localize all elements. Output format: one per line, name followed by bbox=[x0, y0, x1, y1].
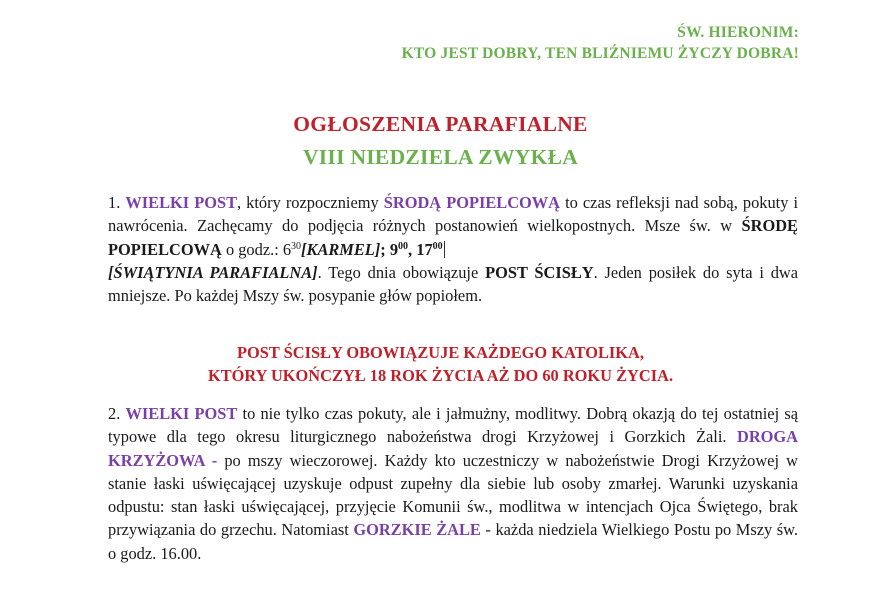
text-run: ; 9 bbox=[380, 239, 399, 259]
time-minutes: 00 bbox=[398, 240, 409, 252]
sroda-popielcowa-label: ŚRODĄ POPIELCOWĄ bbox=[383, 193, 561, 212]
karmel-location: [KARMEL] bbox=[301, 239, 381, 259]
text-run: po mszy wieczorowej. Każdy kto uczestniczy w nabożeństwie Drogi Krzyżowej w stanie łaski uświęcającej uzyskuje odpust zupełny dla siebie lub osoby zmarłej. Warunki uzyskania odpustu: stan łaski uświęcającej, przyjęcie Komunii św., modlitwa w intencjach Ojca Świętego, brak przywiązania do grzechu. Natomiast bbox=[108, 450, 798, 540]
quote-text: KTO JEST DOBRY, TEN BLIŹNIEMU ŻYCZY DOBRA! bbox=[401, 45, 799, 62]
text-run: . Jeden posiłek do syta i dwa mniejsze. Po każdej Mszy św. posypanie głów popiołem. bbox=[108, 262, 799, 306]
quote-block bbox=[402, 22, 799, 64]
time-minutes: 00 bbox=[432, 240, 443, 252]
droga-krzyzowa-label: DROGA KRZYŻOWA - bbox=[108, 427, 798, 470]
gorzkie-zale-label: GORZKIE ŻALE bbox=[353, 520, 481, 540]
wielki-post-label: WIELKI POST bbox=[125, 193, 238, 212]
sroda-popielcowa-bold: ŚRODĘ POPIELCOWĄ bbox=[108, 216, 798, 259]
announcement-2-number: 2. bbox=[108, 404, 121, 423]
text-run: to nie tylko czas pokuty, ale i jałmużny, modlitwy. Dobrą okazją do tej ostatniej są typowe dla tego okresu liturgicznego nabożeństwa drogi Krzyżowej i Gorzkich Żali. bbox=[108, 404, 798, 447]
page-subtitle: VIII NIEDZIELA ZWYKŁA bbox=[302, 145, 579, 169]
text-run: - każda niedziela Wielkiego Postu po Mszy św. o godz. 16.00. bbox=[108, 520, 799, 563]
quote-author: ŚW. HIERONIM: bbox=[677, 24, 799, 41]
text-run: , który rozpoczniemy bbox=[237, 193, 384, 212]
announcement-1 bbox=[108, 191, 798, 307]
text-run: to czas refleksji nad sobą, pokuty i nawrócenia. Zachęcamy do podjęcia różnych postanowień wielkopostnych. Msze św. w bbox=[108, 193, 799, 236]
fasting-notice bbox=[0, 341, 881, 387]
text-run: , 17 bbox=[408, 239, 433, 259]
fasting-notice-line-2: KTÓRY UKOŃCZYŁ 18 ROK ŻYCIA AŻ DO 60 ROKU ŻYCIA. bbox=[207, 366, 674, 385]
fasting-notice-line-1: POST ŚCISŁY OBOWIĄZUJE KAŻDEGO KATOLIKA, bbox=[237, 343, 644, 362]
wielki-post-label: WIELKI POST bbox=[125, 404, 238, 423]
page-title: OGŁOSZENIA PARAFIALNE bbox=[293, 112, 588, 136]
swiatynia-location: [ŚWIĄTYNIA PARAFIALNA] bbox=[108, 262, 318, 282]
time-minutes: 30 bbox=[291, 240, 302, 252]
text-run: . Tego dnia obowiązuje bbox=[317, 262, 486, 282]
announcement-2 bbox=[108, 402, 798, 565]
announcement-1-number: 1. bbox=[108, 193, 121, 212]
text-cursor bbox=[444, 241, 445, 258]
text-run: o godz.: 6 bbox=[221, 239, 292, 259]
post-scisly-bold: POST ŚCISŁY bbox=[485, 262, 594, 282]
